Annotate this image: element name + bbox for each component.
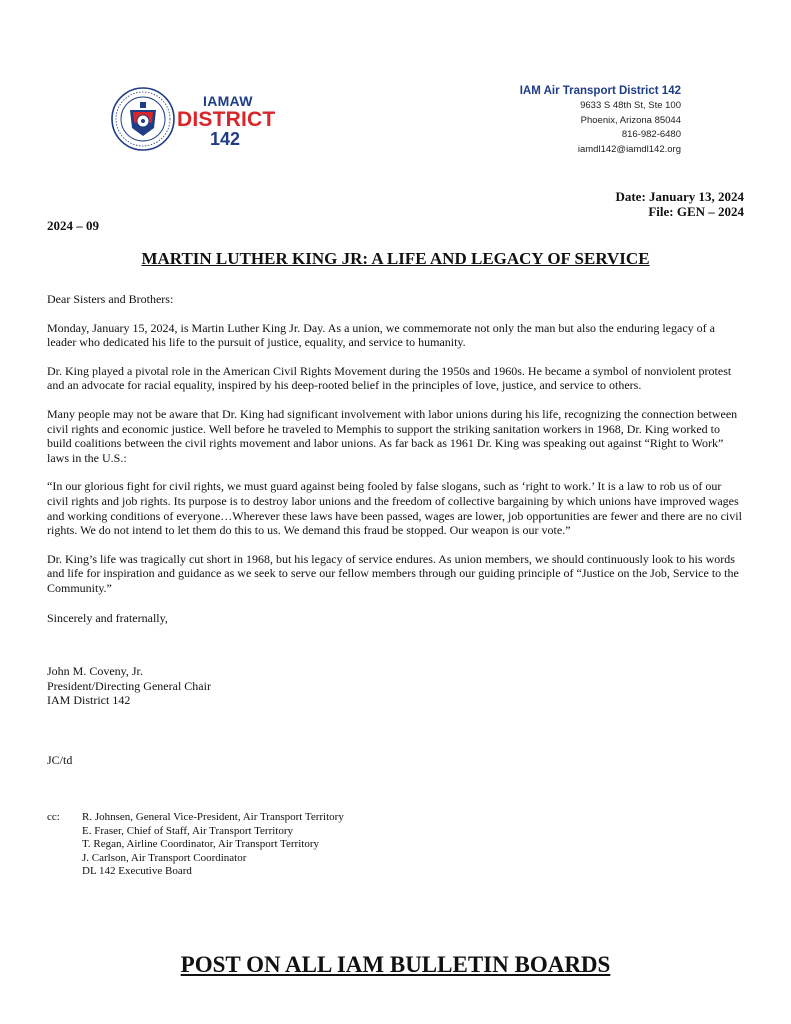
body-paragraph: Dr. King’s life was tragically cut short in 1968, but his legacy of service endures. As union members, we should continuously look to his words and life for inspiration and guidance as we seek to serve our fellow members through our guiding principle of “Justice on the Job, Service to the Community.” — [47, 551, 739, 595]
body-paragraph: Dr. King played a pivotal role in the American Civil Rights Movement during the 1950s and 1960s. He became a symbol of nonviolent protest and an advocate for racial equality, inspired by his deep-rooted belief in the principles of love, justice, and service to others. — [47, 363, 732, 393]
cc-list — [82, 811, 344, 879]
org-name: IAM Air Transport District 142 — [519, 85, 681, 97]
iamaw-district-142-logo — [110, 84, 280, 156]
org-email: iamdl142@iamdl142.org — [577, 143, 681, 155]
file-code: File: GEN – 2024 — [648, 204, 744, 219]
logo-number-text: 142 — [210, 129, 241, 149]
signer-org: IAM District 142 — [47, 693, 131, 708]
logo-iamaw-text: IAMAW — [203, 93, 253, 109]
iam-seal-icon — [110, 84, 176, 154]
document-number: 2024 – 09 — [47, 218, 99, 233]
posting-instruction: POST ON ALL IAM BULLETIN BOARDS — [180, 952, 611, 977]
org-address-line2: Phoenix, Arizona 85044 — [580, 114, 681, 126]
salutation: Dear Sisters and Brothers: — [47, 292, 174, 306]
signer-name: John M. Coveny, Jr. — [47, 664, 143, 678]
cc-label: cc: — [47, 811, 60, 823]
body-paragraph: Many people may not be aware that Dr. King had significant involvement with labor unions during his life, recognizing the connection between civil rights and economic justice. Well before he traveled to Memphis to support the striking sanitation workers in 1968, Dr. King worked to build coalitions between the civil rights movement and labor unions. As far back as 1961 Dr. King was speaking out against “Right to Work” laws in the U.S.: — [47, 406, 738, 465]
closing: Sincerely and fraternally, — [47, 610, 168, 625]
logo-district-text: DISTRICT — [177, 108, 276, 131]
cc-recipient: E. Fraser, Chief of Staff, Air Transport Territory — [82, 824, 294, 837]
org-address-line1: 9633 S 48th St, Ste 100 — [580, 100, 681, 111]
signature-block — [47, 664, 211, 708]
org-phone: 816-982-6480 — [621, 129, 681, 140]
letterhead-address-block — [520, 84, 681, 157]
quote-paragraph: “In our glorious fight for civil rights, we must guard against being fooled by false slogans, such as ‘right to work.’ It is a law to rob us of our civil rights and job rights. Its purpose is to destroy labor unions and the freedom of collective bargaining by which unions have improved wages and working conditions of everyone…Wherever these laws have been passed, wages are lower, job opportunities are fewer and there are no civil rights. We do not intend to let them do this to us. We demand this fraud be stopped. Our weapon is our vote.” — [47, 479, 742, 538]
cc-recipient: T. Regan, Airline Coordinator, Air Transport Territory — [82, 838, 319, 850]
letter-body — [47, 292, 745, 625]
cc-recipient: J. Carlson, Air Transport Coordinator — [82, 851, 247, 864]
letter-title: MARTIN LUTHER KING JR: A LIFE AND LEGACY OF SERVICE — [141, 249, 650, 268]
signer-title: President/Directing General Chair — [47, 678, 211, 693]
letter-date: Date: January 13, 2024 — [615, 189, 744, 204]
date-file-block — [615, 189, 744, 219]
cc-recipient: DL 142 Executive Board — [82, 865, 192, 877]
typist-initials: JC/td — [47, 753, 73, 767]
body-paragraph: Monday, January 15, 2024, is Martin Luther King Jr. Day. As a union, we commemorate not only the man but also the enduring legacy of a leader who dedicated his life to the pursuit of justice, equality, and service to humanity. — [47, 320, 715, 350]
cc-recipient: R. Johnsen, General Vice-President, Air Transport Territory — [82, 811, 344, 823]
